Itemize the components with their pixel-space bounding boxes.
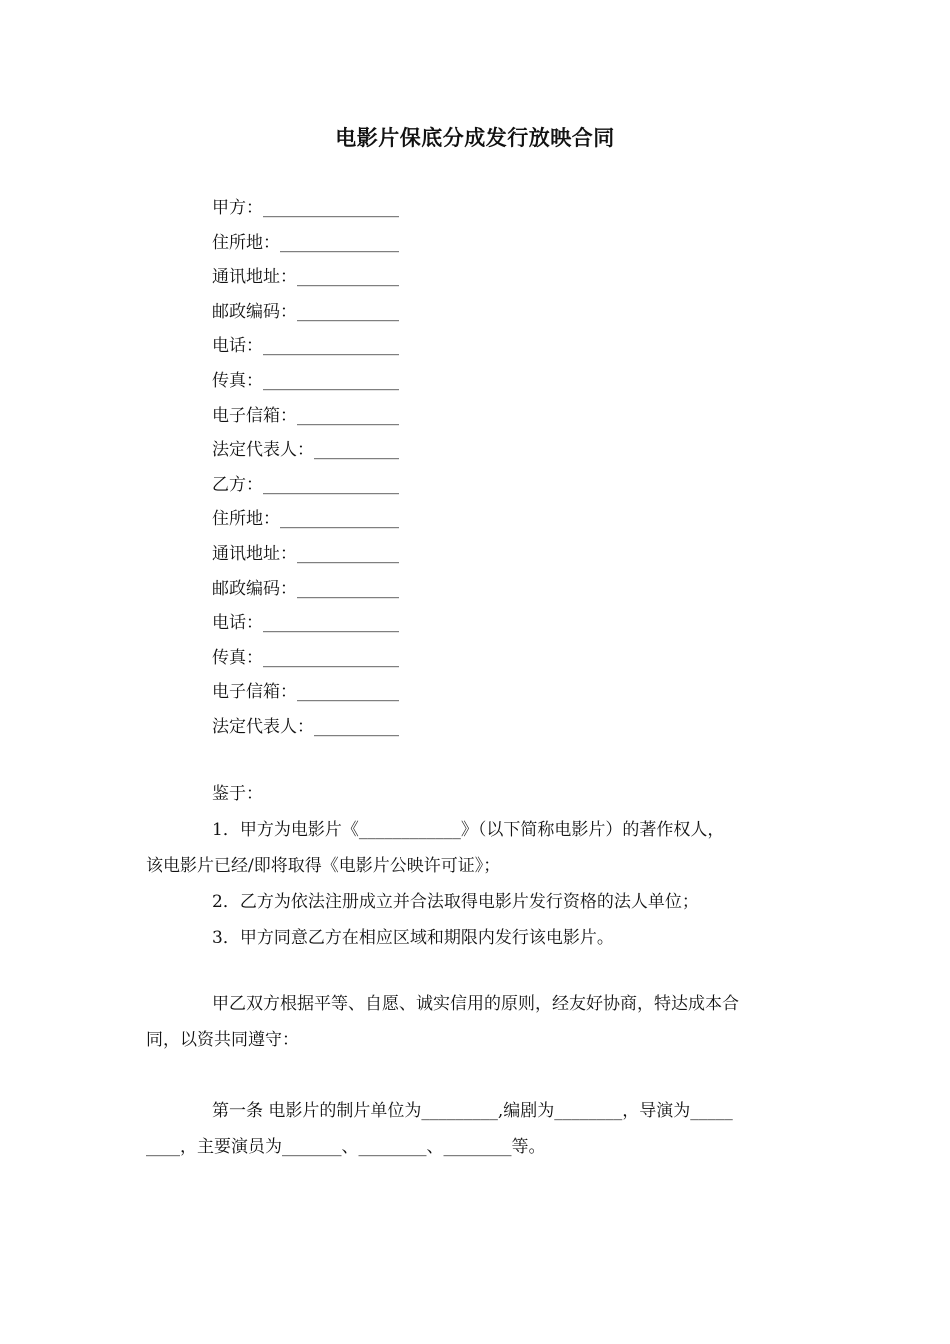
article-1-paragraph (146, 1099, 806, 1171)
party-b-legal-rep-field: 法定代表人：__________ (212, 716, 399, 737)
party-b-address-field: 住所地：______________ (212, 509, 399, 530)
whereas-item-1-line-2: 该电影片已经/即将取得《电影片公映许可证》； (146, 856, 501, 876)
document-title: 电影片保底分成发行放映合同 (335, 126, 615, 150)
whereas-item-2: 2．乙方为依法注册成立并合法取得电影片发行资格的法人单位； (212, 892, 699, 912)
party-info-block (212, 196, 399, 750)
party-a-mailing-address-field: 通讯地址：____________ (212, 267, 399, 288)
party-b-email-field: 电子信箱：____________ (212, 682, 399, 703)
whereas-heading: 鉴于： (212, 784, 263, 804)
preamble-line-1: 甲乙双方根据平等、自愿、诚实信用的原则，经友好协商，特达成本合 (212, 994, 739, 1014)
party-b-phone-field: 电话：________________ (212, 613, 399, 634)
preamble-line-2: 同，以资共同遵守： (146, 1030, 299, 1050)
party-b-postal-code-field: 邮政编码：____________ (212, 578, 399, 599)
article-1-line-1: 第一条 电影片的制片单位为_________,编剧为________，导演为_____ (212, 1101, 733, 1121)
party-a-fax-field: 传真：________________ (212, 370, 399, 391)
party-b-mailing-address-field: 通讯地址：____________ (212, 543, 399, 564)
whereas-item-3: 3．甲方同意乙方在相应区域和期限内发行该电影片。 (212, 928, 614, 948)
preamble-paragraph (146, 992, 806, 1064)
party-b-name-field: 乙方：________________ (212, 474, 399, 495)
party-a-postal-code-field: 邮政编码：____________ (212, 301, 399, 322)
party-b-fax-field: 传真：________________ (212, 647, 399, 668)
party-a-email-field: 电子信箱：____________ (212, 405, 399, 426)
party-a-legal-rep-field: 法定代表人：__________ (212, 440, 399, 461)
party-a-address-field: 住所地：______________ (212, 232, 399, 253)
party-a-phone-field: 电话：________________ (212, 336, 399, 357)
whereas-section (146, 782, 806, 962)
whereas-item-1-line-1: 1．甲方为电影片《____________》（以下简称电影片）的著作权人， (212, 820, 725, 840)
article-1-line-2: ____，主要演员为_______、________、________等。 (146, 1137, 546, 1157)
party-a-name-field: 甲方：________________ (212, 198, 399, 218)
